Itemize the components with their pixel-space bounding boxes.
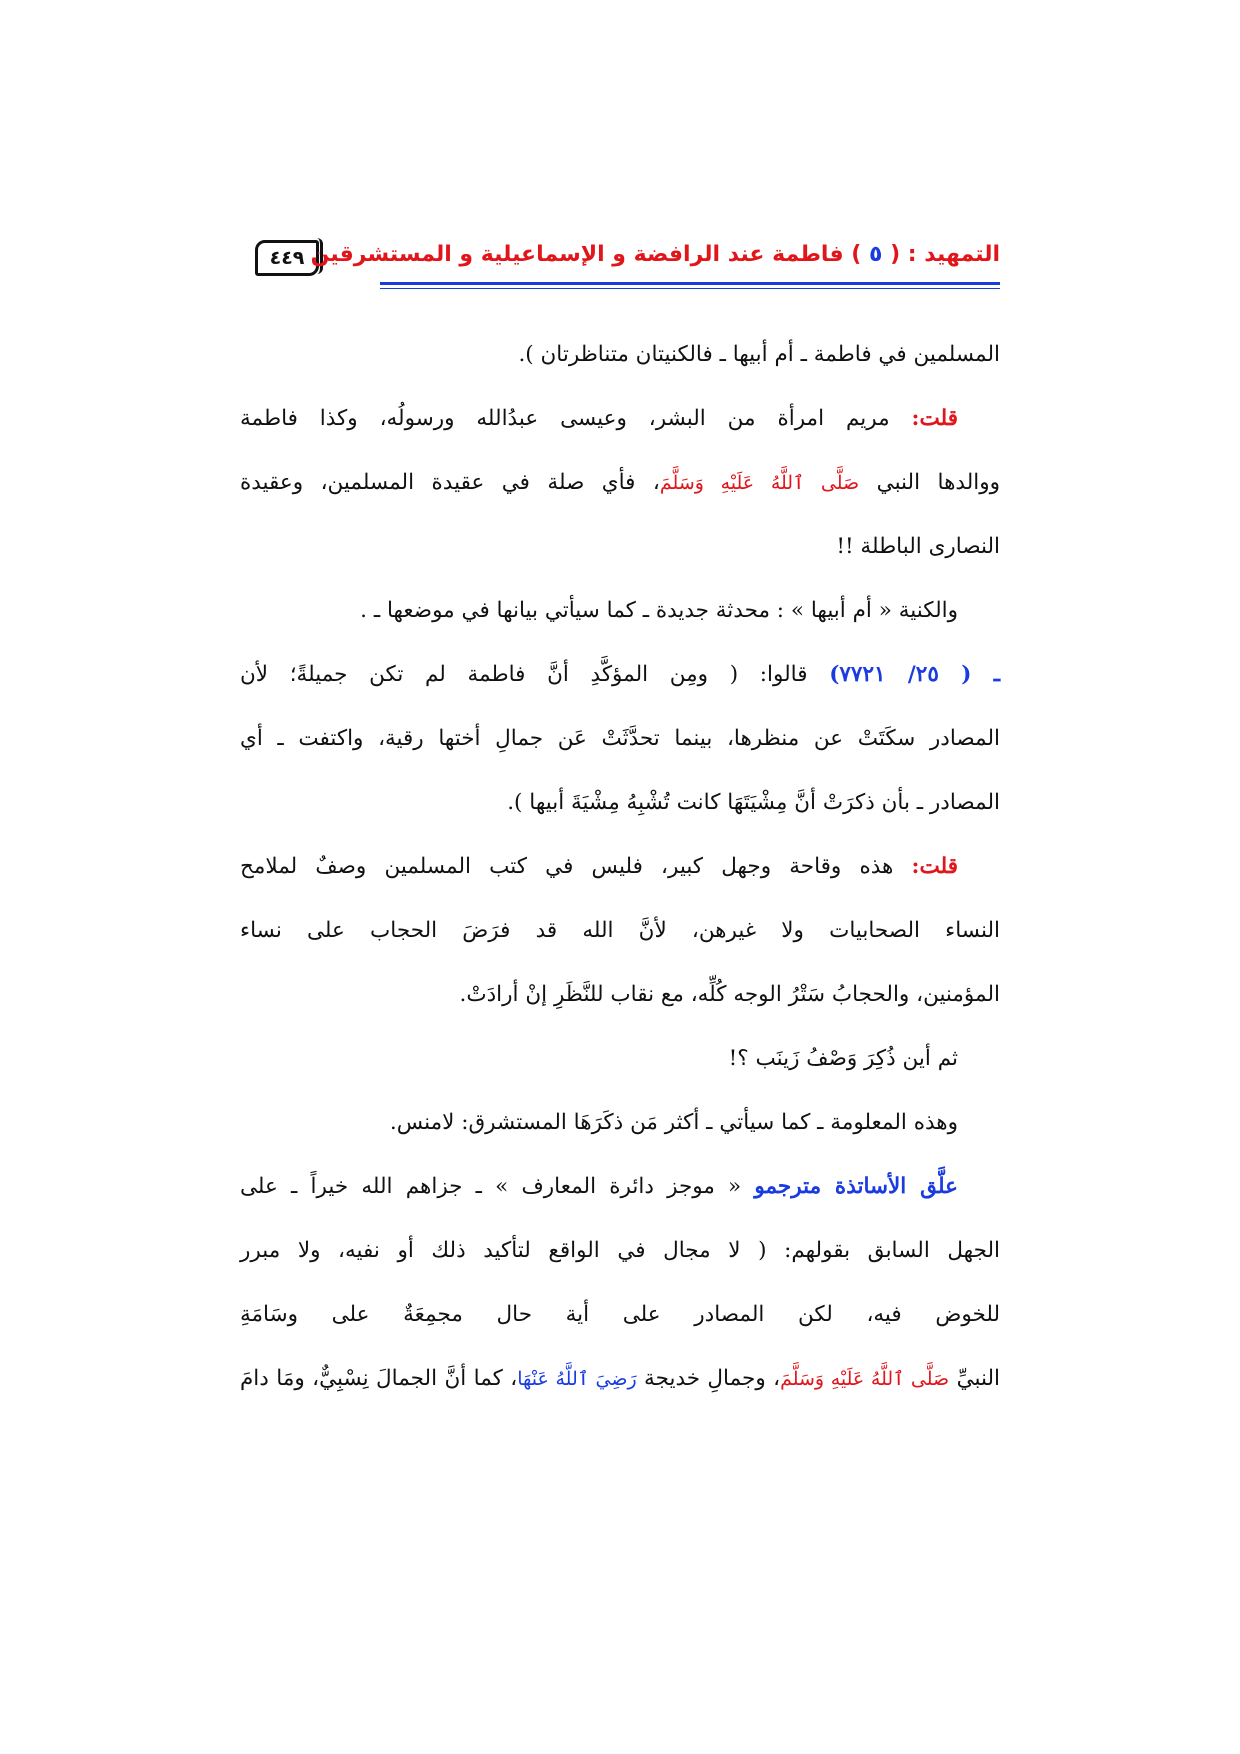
- text-line: [240, 643, 1000, 707]
- text-line: [240, 451, 1000, 515]
- line-text: ثم أين ذُكِرَ وَصْفُ زَينَب ؟!: [728, 1046, 958, 1071]
- line-text: ، كما أنَّ الجمالَ نِسْبِيٌّ، ومَا دامَ: [240, 1366, 518, 1391]
- title-main: فاطمة عند الرافضة و الإسماعيلية و المستشرقين: [310, 242, 852, 267]
- text-line: [240, 323, 1000, 387]
- radiallahu-glyph: رَضِيَ ٱللَّهُ عَنْهَا: [517, 1368, 637, 1390]
- salawat-glyph: صَلَّى ٱللَّهُ عَلَيْهِ وَسَلَّمَ: [780, 1368, 950, 1390]
- text-line: [240, 771, 1000, 835]
- line-text: المصادر سكَتَتْ عن منظرها، بينما تحدَّثَتْ عَن جمالِ أختها رقية، واكتفت ـ أي: [240, 726, 1000, 751]
- qult-label: قلت:: [911, 854, 958, 879]
- text-line: [240, 1219, 1000, 1283]
- text-line: [240, 899, 1000, 963]
- text-line: [240, 387, 1000, 451]
- line-text: قالوا: ( ومِن المؤكَّدِ أنَّ فاطمة لم تكن جميلةً؛ لأن: [240, 662, 830, 687]
- page-number: ٤٤٩: [255, 240, 319, 276]
- line-text: النبيِّ: [949, 1366, 1000, 1391]
- text-line: [240, 835, 1000, 899]
- translators-label: علَّق الأساتذة مترجمو: [754, 1174, 958, 1199]
- title-prefix: التمهيد :: [900, 242, 1000, 267]
- text-line: [240, 1091, 1000, 1155]
- text-line: [240, 579, 1000, 643]
- title-paren-open: (: [882, 242, 901, 267]
- title-number: ٥: [868, 242, 883, 267]
- line-text: الجهل السابق بقولهم: ( لا مجال في الواقع لتأكيد ذلك أو نفيه، ولا مبرر: [240, 1238, 1000, 1263]
- line-text: المسلمين في فاطمة ـ أم أبيها ـ فالكنيتان متناظرتان ).: [518, 342, 1000, 367]
- text-line: [240, 1283, 1000, 1347]
- line-text: ووالدها النبي: [859, 470, 1001, 495]
- title-paren-close: ): [851, 242, 869, 267]
- line-text: مريم امرأة من البشر، وعيسى عبدُالله ورسولُه، وكذا فاطمة: [240, 406, 912, 431]
- line-text: للخوض فيه، لكن المصادر على أية حال مجمِعَةٌ على وسَامَةِ: [240, 1302, 1000, 1327]
- line-text: والكنية « أم أبيها » : محدثة جديدة ـ كما سيأتي بيانها في موضعها ـ .: [360, 598, 958, 623]
- text-line: [240, 1155, 1000, 1219]
- line-text: هذه وقاحة وجهل كبير، فليس في كتب المسلمين وصفٌ لملامح: [240, 854, 912, 879]
- citation-ref: ـ ( ٢٥/ ٧٧٢١): [829, 662, 1000, 687]
- page-title: [311, 242, 1000, 267]
- page-header: [255, 232, 1000, 278]
- text-line: [240, 707, 1000, 771]
- header-rule-thin: [380, 288, 1000, 289]
- line-text: ، فأي صلة في عقيدة المسلمين، وعقيدة: [240, 470, 660, 495]
- body-text: [240, 323, 1000, 1411]
- text-line: [240, 1347, 1000, 1411]
- qult-label: قلت:: [911, 406, 958, 431]
- line-text: المصادر ـ بأن ذكرَتْ أنَّ مِشْيَتَهَا كانت تُشْبِهُ مِشْيَةَ أبيها ).: [507, 790, 1000, 815]
- line-text: النصارى الباطلة !!: [836, 534, 1000, 559]
- text-line: [240, 515, 1000, 579]
- line-text: « موجز دائرة المعارف » ـ جزاهم الله خيراً ـ على: [240, 1174, 755, 1199]
- salawat-glyph: صَلَّى ٱللَّهُ عَلَيْهِ وَسَلَّمَ: [659, 472, 860, 494]
- line-text: ، وجمالِ خديجة: [636, 1366, 781, 1391]
- line-text: النساء الصحابيات ولا غيرهن، لأنَّ الله قد فرَضَ الحجاب على نساء: [240, 918, 1000, 943]
- line-text: المؤمنين، والحجابُ سَتْرُ الوجه كُلِّه، مع نقاب للنَّظَرِ إنْ أرادَتْ.: [459, 982, 1000, 1007]
- text-line: [240, 963, 1000, 1027]
- text-line: [240, 1027, 1000, 1091]
- line-text: وهذه المعلومة ـ كما سيأتي ـ أكثر مَن ذكَرَهَا المستشرق: لامنس.: [389, 1110, 958, 1135]
- header-rule: [380, 282, 1000, 285]
